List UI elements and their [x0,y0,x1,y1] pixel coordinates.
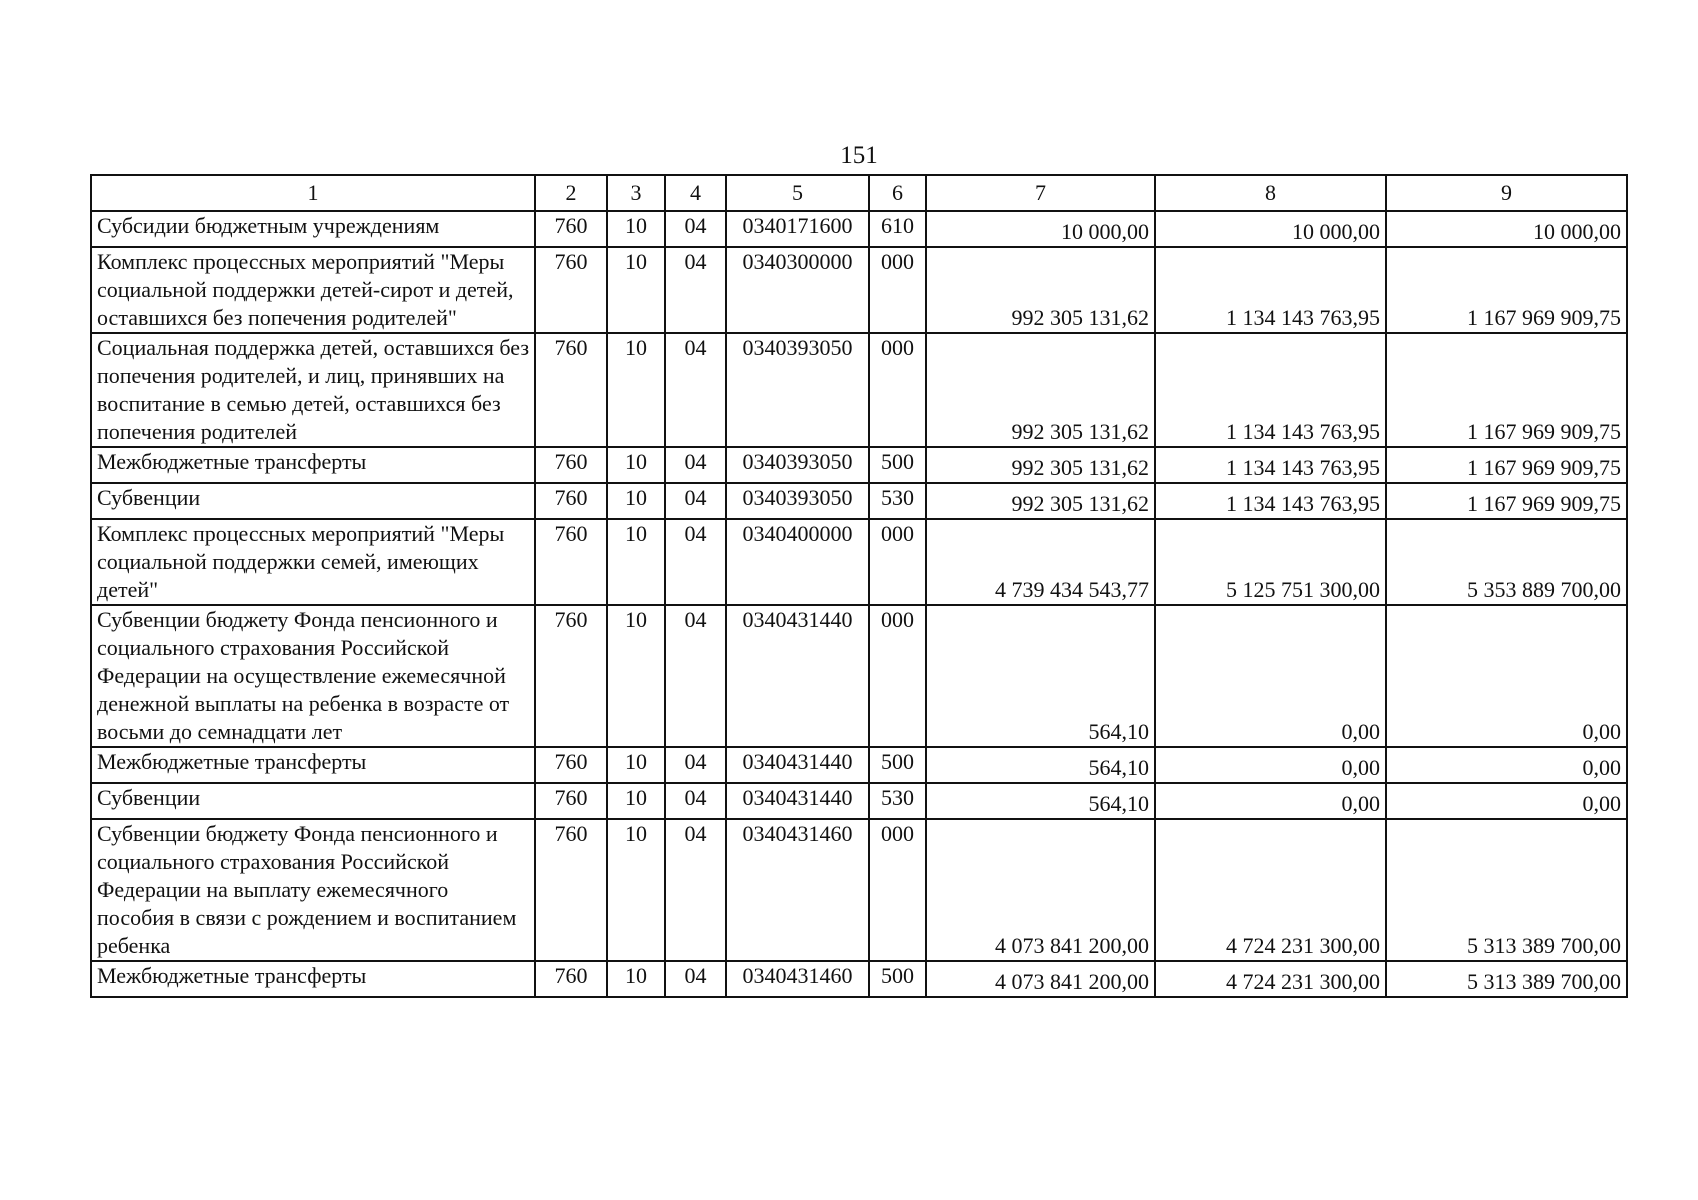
table-row [91,333,1627,447]
target-article-cell: 0340400000 [726,519,869,605]
target-article-cell: 0340431460 [726,961,869,997]
table-row [91,519,1627,605]
header-cell: 9 [1386,175,1627,211]
amount-year3-cell: 1 167 969 909,75 [1386,447,1627,483]
table-row [91,483,1627,519]
amount-year2-cell: 1 134 143 763,95 [1155,483,1386,519]
amount-year3-cell: 10 000,00 [1386,211,1627,247]
amount-year2-cell: 10 000,00 [1155,211,1386,247]
target-article-cell: 0340431460 [726,819,869,961]
amount-year2-cell: 5 125 751 300,00 [1155,519,1386,605]
amount-year1-cell: 564,10 [926,783,1155,819]
amount-year3-cell: 1 167 969 909,75 [1386,247,1627,333]
header-cell: 8 [1155,175,1386,211]
section-code-cell: 10 [607,961,665,997]
amount-year2-cell: 1 134 143 763,95 [1155,247,1386,333]
header-row [91,175,1627,211]
expense-type-cell: 530 [869,483,926,519]
admin-code-cell: 760 [535,605,607,747]
amount-year3-cell: 5 313 389 700,00 [1386,961,1627,997]
amount-year2-cell: 0,00 [1155,605,1386,747]
header-cell: 4 [665,175,726,211]
item-name-cell: Комплекс процессных мероприятий "Меры социальной поддержки семей, имеющих детей" [91,519,535,605]
budget-table [90,174,1628,998]
expense-type-cell: 500 [869,961,926,997]
section-code-cell: 10 [607,783,665,819]
expense-type-cell: 500 [869,447,926,483]
amount-year3-cell: 1 167 969 909,75 [1386,483,1627,519]
admin-code-cell: 760 [535,333,607,447]
amount-year1-cell: 10 000,00 [926,211,1155,247]
section-code-cell: 10 [607,247,665,333]
section-code-cell: 10 [607,333,665,447]
item-name-cell: Субвенции бюджету Фонда пенсионного и социального страхования Российской Федерации на осуществление ежемесячной денежной выплаты на ребенка в возрасте от восьми до семнадцати лет [91,605,535,747]
section-code-cell: 10 [607,519,665,605]
table-row [91,783,1627,819]
admin-code-cell: 760 [535,819,607,961]
table-row [91,961,1627,997]
item-name-cell: Межбюджетные трансферты [91,447,535,483]
admin-code-cell: 760 [535,447,607,483]
amount-year3-cell: 0,00 [1386,747,1627,783]
target-article-cell: 0340171600 [726,211,869,247]
subsection-code-cell: 04 [665,747,726,783]
item-name-cell: Субвенции [91,483,535,519]
amount-year2-cell: 1 134 143 763,95 [1155,447,1386,483]
section-code-cell: 10 [607,483,665,519]
target-article-cell: 0340393050 [726,447,869,483]
expense-type-cell: 000 [869,605,926,747]
table-row [91,747,1627,783]
header-cell: 6 [869,175,926,211]
section-code-cell: 10 [607,819,665,961]
expense-type-cell: 500 [869,747,926,783]
admin-code-cell: 760 [535,961,607,997]
amount-year1-cell: 564,10 [926,747,1155,783]
subsection-code-cell: 04 [665,961,726,997]
item-name-cell: Субвенции [91,783,535,819]
admin-code-cell: 760 [535,211,607,247]
table-row [91,247,1627,333]
admin-code-cell: 760 [535,247,607,333]
subsection-code-cell: 04 [665,783,726,819]
table-row [91,211,1627,247]
amount-year1-cell: 564,10 [926,605,1155,747]
section-code-cell: 10 [607,747,665,783]
target-article-cell: 0340393050 [726,483,869,519]
amount-year2-cell: 0,00 [1155,783,1386,819]
subsection-code-cell: 04 [665,519,726,605]
amount-year3-cell: 5 353 889 700,00 [1386,519,1627,605]
amount-year1-cell: 992 305 131,62 [926,247,1155,333]
amount-year1-cell: 992 305 131,62 [926,483,1155,519]
item-name-cell: Комплекс процессных мероприятий "Меры социальной поддержки детей-сирот и детей, оставшихся без попечения родителей" [91,247,535,333]
header-cell: 7 [926,175,1155,211]
amount-year1-cell: 4 073 841 200,00 [926,819,1155,961]
item-name-cell: Межбюджетные трансферты [91,961,535,997]
target-article-cell: 0340431440 [726,747,869,783]
amount-year3-cell: 5 313 389 700,00 [1386,819,1627,961]
expense-type-cell: 000 [869,333,926,447]
target-article-cell: 0340300000 [726,247,869,333]
target-article-cell: 0340431440 [726,605,869,747]
item-name-cell: Социальная поддержка детей, оставшихся без попечения родителей, и лиц, принявших на воспитание в семью детей, оставшихся без попечения родителей [91,333,535,447]
expense-type-cell: 000 [869,519,926,605]
amount-year1-cell: 992 305 131,62 [926,447,1155,483]
header-cell: 2 [535,175,607,211]
subsection-code-cell: 04 [665,483,726,519]
table-row [91,819,1627,961]
admin-code-cell: 760 [535,483,607,519]
subsection-code-cell: 04 [665,211,726,247]
subsection-code-cell: 04 [665,447,726,483]
amount-year2-cell: 4 724 231 300,00 [1155,819,1386,961]
admin-code-cell: 760 [535,519,607,605]
target-article-cell: 0340393050 [726,333,869,447]
page-number: 151 [840,142,878,169]
expense-type-cell: 000 [869,247,926,333]
amount-year2-cell: 1 134 143 763,95 [1155,333,1386,447]
section-code-cell: 10 [607,447,665,483]
amount-year3-cell: 1 167 969 909,75 [1386,333,1627,447]
header-cell: 1 [91,175,535,211]
amount-year1-cell: 4 073 841 200,00 [926,961,1155,997]
subsection-code-cell: 04 [665,333,726,447]
header-cell: 3 [607,175,665,211]
item-name-cell: Субсидии бюджетным учреждениям [91,211,535,247]
subsection-code-cell: 04 [665,819,726,961]
amount-year3-cell: 0,00 [1386,605,1627,747]
expense-type-cell: 000 [869,819,926,961]
admin-code-cell: 760 [535,783,607,819]
section-code-cell: 10 [607,211,665,247]
section-code-cell: 10 [607,605,665,747]
table-row [91,447,1627,483]
amount-year3-cell: 0,00 [1386,783,1627,819]
amount-year1-cell: 992 305 131,62 [926,333,1155,447]
subsection-code-cell: 04 [665,247,726,333]
amount-year1-cell: 4 739 434 543,77 [926,519,1155,605]
table-row [91,605,1627,747]
subsection-code-cell: 04 [665,605,726,747]
expense-type-cell: 530 [869,783,926,819]
admin-code-cell: 760 [535,747,607,783]
amount-year2-cell: 4 724 231 300,00 [1155,961,1386,997]
header-cell: 5 [726,175,869,211]
expense-type-cell: 610 [869,211,926,247]
item-name-cell: Субвенции бюджету Фонда пенсионного и социального страхования Российской Федерации на выплату ежемесячного пособия в связи с рождением и воспитанием ребенка [91,819,535,961]
amount-year2-cell: 0,00 [1155,747,1386,783]
item-name-cell: Межбюджетные трансферты [91,747,535,783]
target-article-cell: 0340431440 [726,783,869,819]
